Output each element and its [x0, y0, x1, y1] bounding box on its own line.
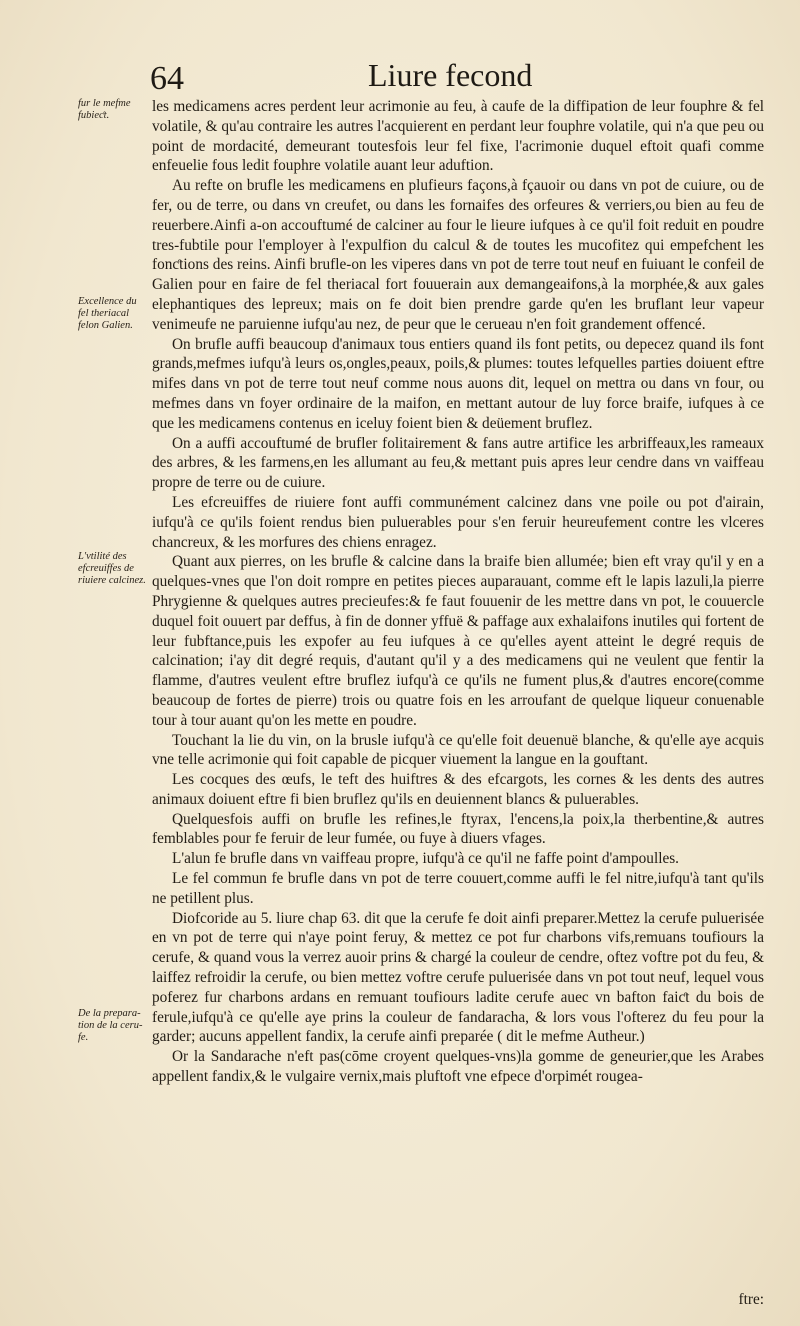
paragraph: Touchant la lie du vin, on la brusle iufqu'à ce qu'elle foit deuenuë blanche, & qu'elle aye acquis vne telle acrimonie qui foit capable de picquer viuement la langue en la gouftant. [152, 731, 764, 769]
paragraph: Les cocques des œufs, le teft des huiftres & des efcargots, les cornes & les dents des autres animaux doiuent eftre fi bien bruflez qu'ils en deuiennent blancs & puluerables. [152, 771, 764, 808]
paragraph: On brufle auffi beaucoup d'animaux tous entiers quand ils font petits, ou depecez quand ils font grands,mefmes iufqu'à leurs os,ongles,peaux, poils,& plumes: toutes lefquelles parties doiuent eftre mifes dans vn pot de terre tout neuf comme nous auons dit, lequel on mettra ou dans vn four, ou mefmes dans vn foyer ordinaire de la maifon, en mettant autour de luy force braife, iufques à ce que les medicamens contenus en iceluy foient bien & deüement bruflez. [152, 335, 764, 432]
page-header [150, 58, 770, 98]
margin-note: De la prepara-tion de la ceru-fe. [78, 1008, 143, 1043]
body-text [152, 97, 764, 1087]
paragraph: Au refte on brufle les medicamens en plufieurs façons,à fçauoir ou dans vn pot de cuiure, ou de fer, ou de terre, ou dans vn creufet, ou dans les fornaifes des orfeures & verriers,ou bien au feu de reuerbere.Ainfi a-on accouftumé de calciner au four le lieure iufques à ce qu'il foit reduit en poudre tres-fubtile pour l'employer à l'expulfion du calcul & de toutes les mucofitez qui empefchent les fonƈtions des reins. Ainfi brufle-on les viperes dans vn pot de terre tout neuf en fuiuant le confeil de Galien pour en faire de fel theriacal fort fouuerain aux demangeaifons,à la morphée,& aux gales elephantiques des lepreux; mais on fe doit bien prendre garde qu'en les bruflant leur vapeur venimeufe ne paruienne iufqu'au nez, de peur que le cerueau n'en foit grandement offencé. [152, 177, 764, 333]
paragraph: On a auffi accouftumé de brufler folitairement & fans autre artifice les arbriffeaux,les rameaux des arbres, & les farmens,en les allumant au feu,& mettant puis apres leur cendre dans vn vaiffeau propre de terre ou de cuiure. [152, 434, 764, 492]
paragraph: Diofcoride au 5. liure chap 63. dit que la cerufe fe doit ainfi preparer.Mettez la cerufe puluerisée en vn pot de terre qui n'aye point feruy, & mettez ce pot fur charbons vifs,remuans toufiours la cerufe, & quand vous la verrez auoir prins & chargé la couleur de cendre, oftez voftre pot du feu, & laiffez refroidir la cerufe, ou bien mettez voftre cerufe puluerisée dans vn pot tout neuf, lequel vous poferez fur charbons ardans en remuant toufiours ladite cerufe auec vn bafton faiƈt du bois de ferule,iufqu'à ce qu'elle aye prins la couleur de fandaracha, & lors vous l'ofterez du feu pour la garder; aucuns appellent fandix, la cerufe ainfi preparée ( dit le mefme Autheur.) [152, 909, 764, 1046]
paragraph: Or la Sandarache n'eft pas(cōme croyent quelques-vns)la gomme de geneurier,que les Arabes appellent fandix,& le vulgaire vernix,mais pluftoft vne efpece d'orpimét rougea- [152, 1048, 764, 1086]
paragraph: Quelquesfois auffi on brufle les refines,le ftyrax, l'encens,la poix,la therbentine,& autres femblables pour fe feruir de leur fumée, ou fuye à diuers vfages. [152, 810, 764, 848]
margin-note: Excellence du fel theriacal felon Galien. [78, 296, 137, 331]
running-title: Liure fecond [368, 57, 533, 93]
paragraph: L'alun fe brufle dans vn vaiffeau propre, iufqu'à ce qu'il ne faffe point d'ampoulles. [172, 850, 680, 868]
catchword: ftre: [738, 1291, 764, 1308]
paragraph: Quant aux pierres, on les brufle & calcine dans la braife bien allumée; bien eft vray qu'il y en a quelques-vnes que l'on doit rompre en petites pieces auparauant, comme eft le lapis lazuli,la pierre Phrygienne & quelques autres precieufes:& fe faut fouuenir de les mettre dans vn pot, le couuercle duquel foit ouuert par deffus, à fin de donner yffuë & paffage aux exhalaifons inutiles qui fortent de leur fubftance,puis les expofer au feu iufques à ce qu'elles ayent atteint le degré requis de calcination; i'ay dit degré requis, d'autant qu'il y a des medicamens qui ne veulent que fentir la flamme, d'autres veulent eftre bruflez iufqu'à ce qu'ils ne fument plus,& d'autres encore(comme beaucoup de fortes de pierre) trois ou quatre fois en les arroufant de quelque liqueur conuenable tour à tour auant qu'on les mette en poudre. [152, 553, 764, 729]
margin-note: L'vtilité des efcreuiffes de riuiere calcinez. [78, 551, 146, 586]
paragraph: les medicamens acres perdent leur acrimonie au feu, à caufe de la diffipation de leur fouphre & fel volatile, & qu'au contraire les autres l'acquierent en perdant leur fouphre volatile, qui n'a que peu ou point de mordacité, demeurant toutesfois leur fel fixe, l'acrimonie duquel eftoit quafi comme enfeuelie fous ledit fouphre volatile auant leur aduftion. [152, 98, 764, 175]
paragraph: Le fel commun fe brufle dans vn pot de terre couuert,comme auffi le fel nitre,iufqu'à tant qu'ils ne petillent plus. [152, 870, 764, 907]
margin-note: fur le mefme fubieƈt. [78, 98, 131, 121]
paragraph: Les efcreuiffes de riuiere font auffi communément calcinez dans vne poile ou pot d'airain, iufqu'à ce qu'ils foient rendus bien puluerables pour s'en feruir heureufement contre les vlceres chancreux, & les morfures des chiens enragez. [152, 493, 764, 551]
page-number: 64 [150, 60, 184, 97]
